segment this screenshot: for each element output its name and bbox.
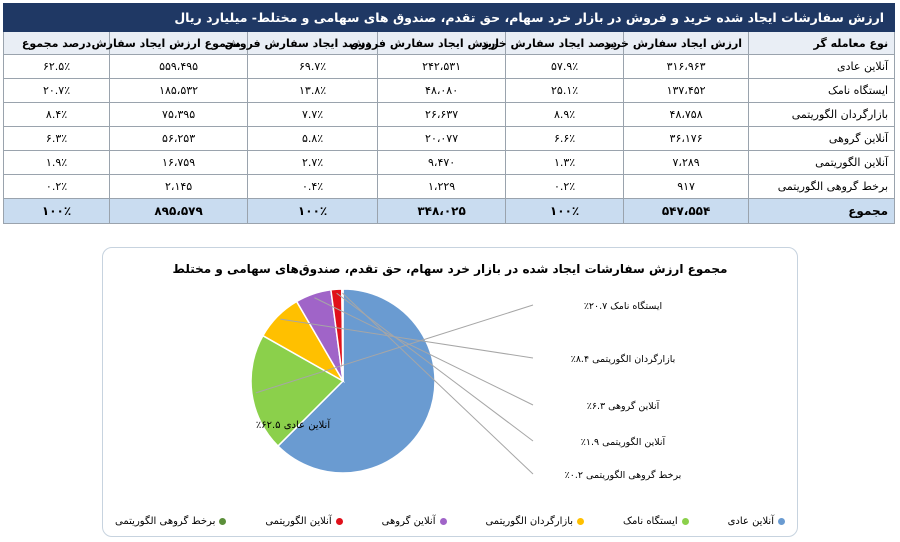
table-cell: ۶۲.۵٪ — [4, 55, 110, 79]
legend-swatch — [577, 518, 584, 525]
data-label: آنلاین الگوریتمی ۱.۹٪ — [580, 437, 666, 448]
table-cell: ۲۴۲،۵۳۱ — [378, 55, 506, 79]
table-cell: ۰.۲٪ — [4, 175, 110, 199]
table-cell: ۸.۴٪ — [4, 103, 110, 127]
legend-swatch — [440, 518, 447, 525]
table-cell: ۷۵،۳۹۵ — [110, 103, 248, 127]
table-cell: ۲.۷٪ — [248, 151, 378, 175]
column-header: نوع معامله گر — [749, 32, 895, 55]
table-cell: ۲۰.۷٪ — [4, 79, 110, 103]
legend-item — [728, 516, 785, 527]
table-cell: ۶۹.۷٪ — [248, 55, 378, 79]
table-cell: ۱.۹٪ — [4, 151, 110, 175]
orders-table — [3, 3, 895, 224]
table-title: ارزش سفارشات ایجاد شده خرید و فروش در بازار خرد سهام، حق تقدم، صندوق های سهامی و مختلط- میلیارد ریال — [4, 4, 895, 32]
table-row — [4, 55, 895, 79]
table-cell: ۰.۲٪ — [506, 175, 624, 199]
table-row — [4, 79, 895, 103]
legend-label: آنلاین الگوریتمی — [265, 516, 332, 527]
table-cell: آنلاین الگوریتمی — [749, 151, 895, 175]
table-cell: آنلاین عادی — [749, 55, 895, 79]
legend-swatch — [778, 518, 785, 525]
table-cell: ۱۶،۷۵۹ — [110, 151, 248, 175]
table-cell: ۱۰۰٪ — [248, 199, 378, 224]
column-header: ارزش ایجاد سفارش فروش — [378, 32, 506, 55]
table-row — [4, 175, 895, 199]
table-cell: ۵۷.۹٪ — [506, 55, 624, 79]
legend-label: ایستگاه نامک — [623, 516, 678, 527]
legend-swatch — [336, 518, 343, 525]
table-cell: ۳۱۶،۹۶۳ — [624, 55, 749, 79]
table-cell: ۱۳۷،۴۵۲ — [624, 79, 749, 103]
data-label: برخط گروهی الگوریتمی ۰.۲٪ — [564, 470, 682, 481]
column-header: درصد مجموع — [4, 32, 110, 55]
table-total-row — [4, 199, 895, 224]
data-label: بازارگردان الگوریتمی ۸.۴٪ — [570, 354, 676, 365]
column-header: درصد ایجاد سفارش فروش — [248, 32, 378, 55]
column-header: مجموع ارزش ایجاد سفارش — [110, 32, 248, 55]
table-cell: ۲۰،۰۷۷ — [378, 127, 506, 151]
pie-chart — [103, 248, 797, 508]
table-cell: ۱۳.۸٪ — [248, 79, 378, 103]
table-cell: ۴۸،۰۸۰ — [378, 79, 506, 103]
table-cell: ۷.۷٪ — [248, 103, 378, 127]
legend-item — [265, 516, 342, 527]
table-cell: ۹۱۷ — [624, 175, 749, 199]
table-cell: ۳۴۸،۰۲۵ — [378, 199, 506, 224]
legend-label: برخط گروهی الگوریتمی — [115, 516, 216, 527]
legend-item — [115, 516, 226, 527]
table-cell: بازارگردان الگوریتمی — [749, 103, 895, 127]
table-cell: ۸.۹٪ — [506, 103, 624, 127]
table-cell: ۲۶،۶۳۷ — [378, 103, 506, 127]
table-cell: ۵۵۹،۴۹۵ — [110, 55, 248, 79]
table-cell: ۶.۶٪ — [506, 127, 624, 151]
orders-table-container — [3, 3, 894, 224]
table-cell: برخط گروهی الگوریتمی — [749, 175, 895, 199]
chart-title: مجموع ارزش سفارشات ایجاد شده در بازار خرد سهام، حق تقدم، صندوق‌های سهامی و مختلط — [172, 262, 728, 276]
legend-item — [485, 516, 584, 527]
table-cell: ۳۶،۱۷۶ — [624, 127, 749, 151]
table-cell: ۱،۲۲۹ — [378, 175, 506, 199]
table-cell: ۱۰۰٪ — [4, 199, 110, 224]
legend-swatch — [219, 518, 226, 525]
table-cell: ایستگاه نامک — [749, 79, 895, 103]
table-cell: ۵۴۷،۵۵۴ — [624, 199, 749, 224]
table-cell: ۱۰۰٪ — [506, 199, 624, 224]
legend-item — [382, 516, 447, 527]
legend-swatch — [682, 518, 689, 525]
table-cell: ۴۸،۷۵۸ — [624, 103, 749, 127]
pie-chart-panel — [102, 247, 798, 537]
legend-label: آنلاین گروهی — [381, 516, 436, 527]
data-label: ایستگاه نامک ۲۰.۷٪ — [583, 301, 663, 312]
legend-item — [623, 516, 689, 527]
column-header: درصد ایجاد سفارش خرید — [506, 32, 624, 55]
data-label: آنلاین عادی ۶۲.۵٪ — [255, 420, 331, 431]
table-row — [4, 151, 895, 175]
legend-label: بازارگردان الگوریتمی — [485, 516, 574, 527]
data-label: آنلاین گروهی ۶.۳٪ — [586, 401, 660, 412]
table-cell: ۲،۱۴۵ — [110, 175, 248, 199]
column-header: ارزش ایجاد سفارش خرید — [624, 32, 749, 55]
chart-legend — [115, 516, 785, 527]
table-cell: ۱.۳٪ — [506, 151, 624, 175]
table-cell: ۵.۸٪ — [248, 127, 378, 151]
table-cell: ۲۵.۱٪ — [506, 79, 624, 103]
table-cell: ۱۸۵،۵۳۲ — [110, 79, 248, 103]
table-cell: مجموع — [749, 199, 895, 224]
table-cell: ۷،۲۸۹ — [624, 151, 749, 175]
table-cell: آنلاین گروهی — [749, 127, 895, 151]
table-row — [4, 127, 895, 151]
table-cell: ۶.۳٪ — [4, 127, 110, 151]
table-cell: ۹،۴۷۰ — [378, 151, 506, 175]
table-cell: ۰.۴٪ — [248, 175, 378, 199]
table-cell: ۵۶،۲۵۳ — [110, 127, 248, 151]
table-cell: ۸۹۵،۵۷۹ — [110, 199, 248, 224]
table-row — [4, 103, 895, 127]
legend-label: آنلاین عادی — [727, 516, 774, 527]
table-header-row — [4, 32, 895, 55]
